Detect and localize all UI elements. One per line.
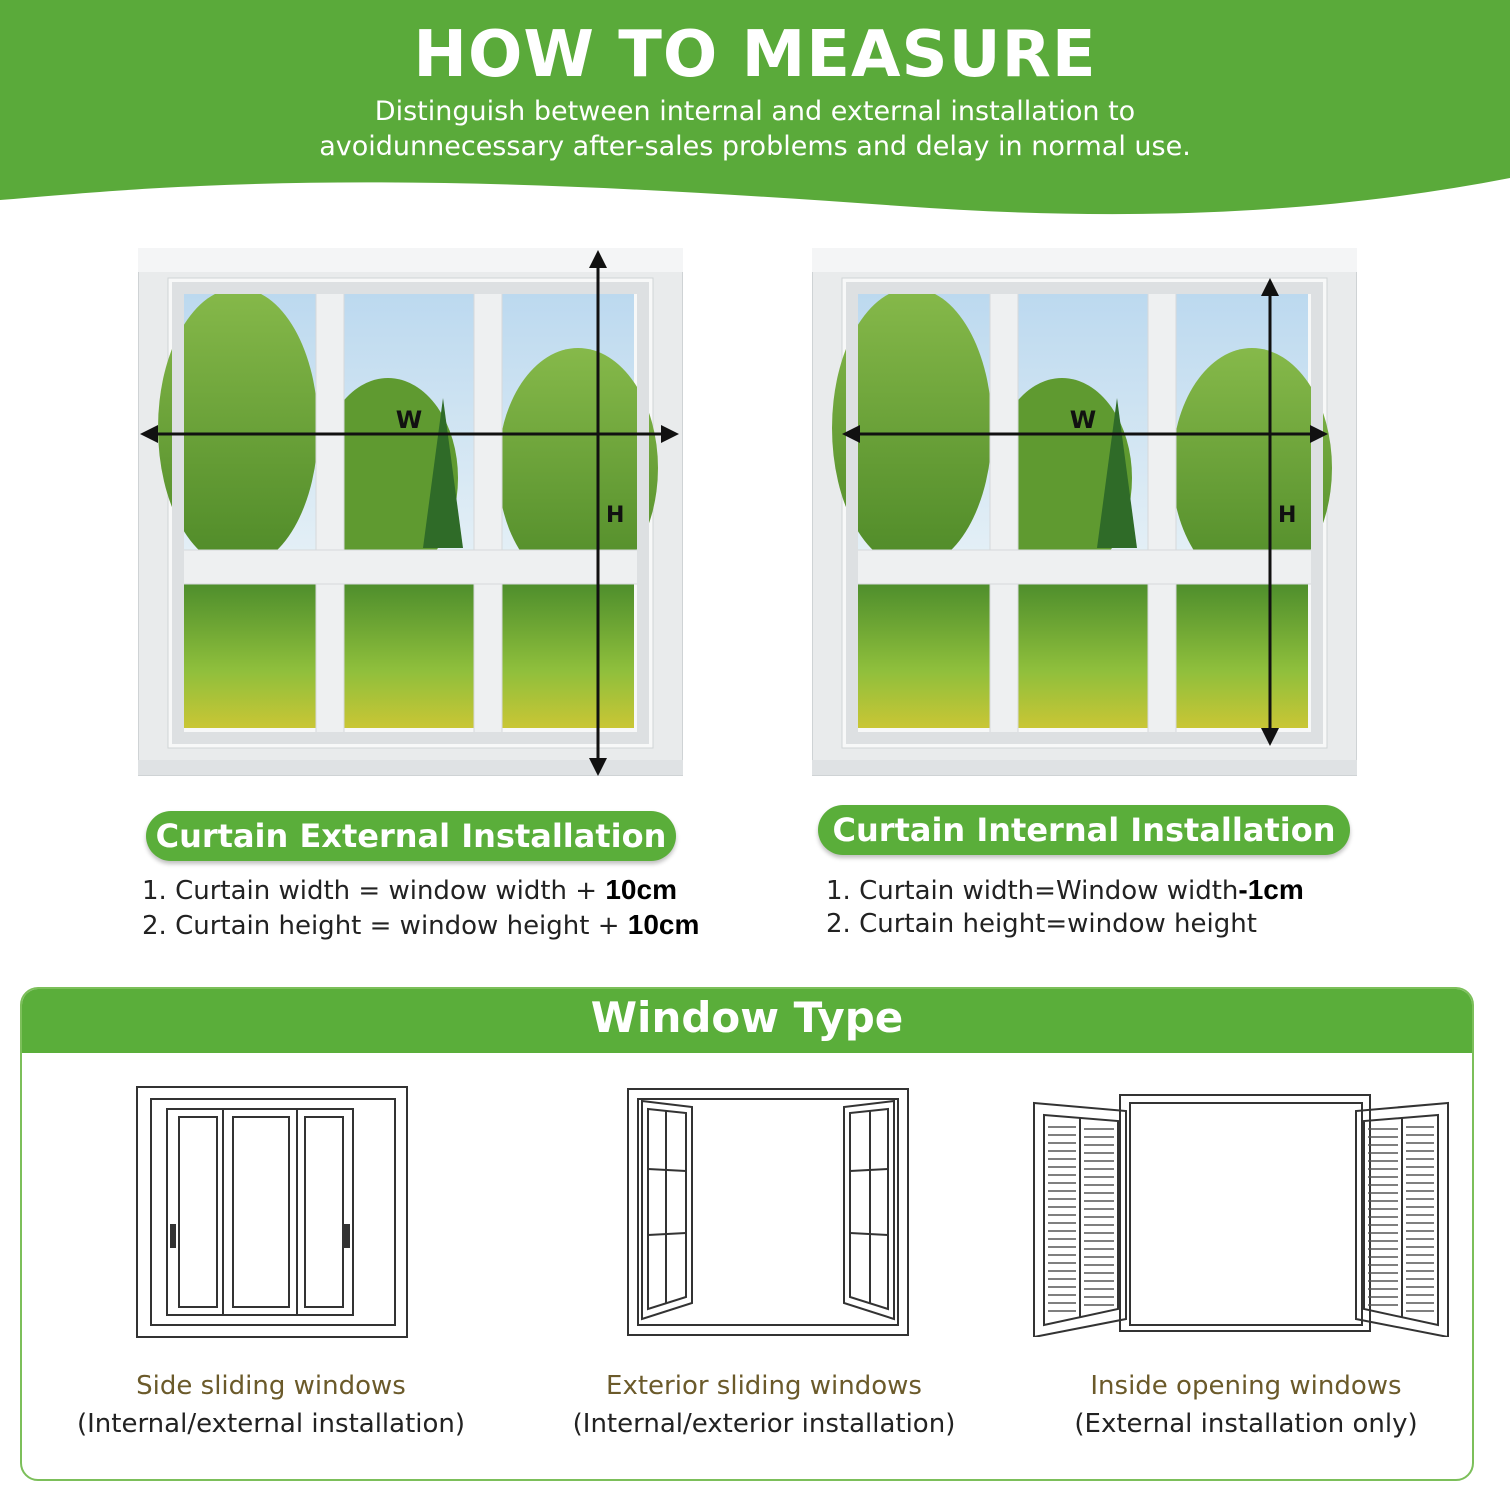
external-width-rule: 1. Curtain width = window width + 10cm [142, 874, 677, 906]
window-panes [158, 288, 658, 728]
width-label: W [1069, 406, 1097, 434]
window-type-panel [20, 987, 1474, 1481]
window-type-title: Window Type [590, 993, 904, 1042]
internal-installation-label: Curtain Internal Installation [818, 805, 1350, 855]
inside-opening-window-icon [1030, 1093, 1452, 1337]
internal-width-rule: 1. Curtain width=Window width-1cm [826, 874, 1304, 906]
height-label: H [606, 503, 625, 528]
external-installation-diagram [138, 248, 683, 778]
internal-installation-diagram [812, 248, 1357, 778]
exterior-sliding-window-note: (Internal/exterior installation) [572, 1409, 956, 1439]
side-sliding-window-name: Side sliding windows [136, 1371, 406, 1401]
subtitle-line-2: avoidunnecessary after-sales problems and delay in normal use. [319, 131, 1191, 162]
width-label: W [395, 406, 423, 434]
exterior-sliding-window-icon [626, 1087, 910, 1339]
inside-opening-window-name: Inside opening windows [1090, 1371, 1402, 1401]
side-sliding-window-note: (Internal/external installation) [76, 1409, 466, 1439]
subtitle-line-1: Distinguish between internal and external installation to [374, 96, 1136, 127]
external-height-rule: 2. Curtain height = window height + 10cm [142, 909, 700, 941]
internal-height-rule: 2. Curtain height=window height [826, 909, 1257, 939]
window-panes [832, 288, 1332, 728]
inside-opening-window-note: (External installation only) [1074, 1409, 1418, 1439]
external-installation-label: Curtain External Installation [146, 811, 676, 861]
exterior-sliding-window-name: Exterior sliding windows [606, 1371, 922, 1401]
page-title: HOW TO MEASURE [413, 18, 1097, 92]
side-sliding-window-icon [135, 1085, 411, 1341]
height-label: H [1278, 503, 1297, 528]
